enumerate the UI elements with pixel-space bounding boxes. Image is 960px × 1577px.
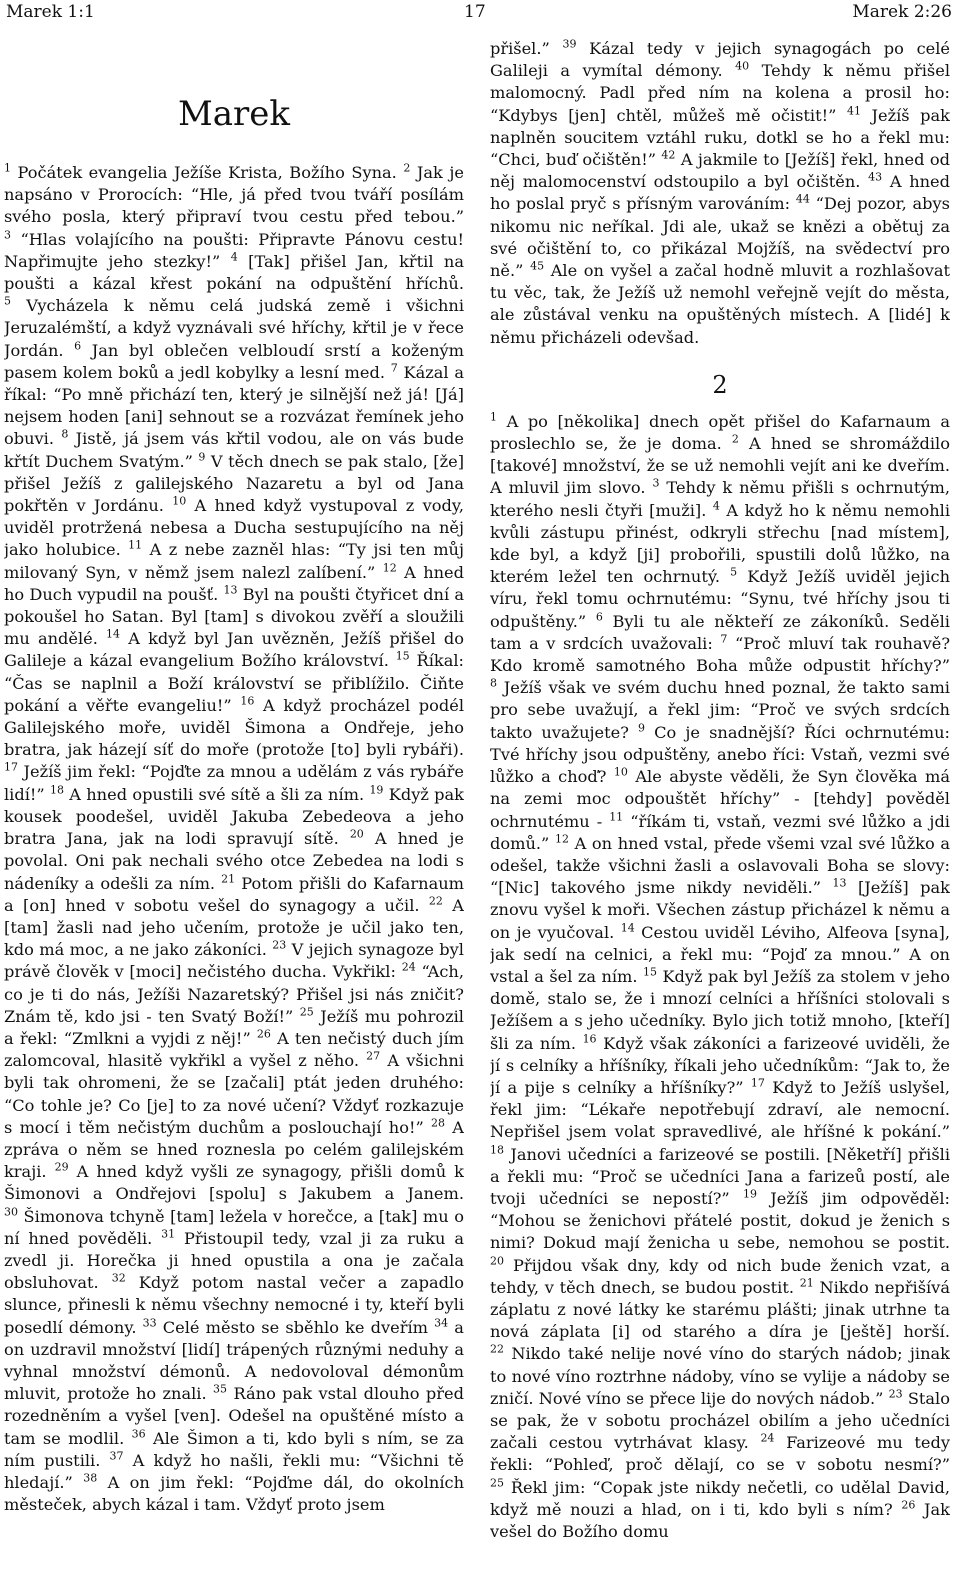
verse-number: 18: [49, 783, 64, 797]
verse-text: Ráno pak vstal dlouho před rozedněním a vyšel [ven]. Odešel na opuštěné místo a tam se modlil.: [4, 1384, 464, 1448]
verse-number: 6: [595, 610, 603, 624]
verse-text: Ježíš jim odpověděl: “Mohou se ženichovi přátelé postit, dokud je ženich s nimi? Dokud mají ženicha u sebe, nemohou se postit.: [490, 1188, 950, 1253]
verse-text: Cestou uviděl Léviho, Alfeova [syna], jak sedí na celnici, a řekl mu: “Pojď za mnou.” A on vstal a šel za ním.: [490, 922, 950, 986]
verse-text: Byl na poušti čtyřicet dní a pokoušel ho Satan. Byl [tam] s divokou zvěří a sloužili mu andělé.: [4, 584, 464, 649]
verse-text: Nikdo také nelije nové víno do starých nádob; jinak to nové víno roztrhne nádoby, víno se vylije a nádoby se zničí. Nové víno se přece lije do nových nádob.”: [490, 1344, 950, 1408]
right-column: [490, 38, 950, 1573]
verse-text: Když pak byl Ježíš za stolem v jeho domě, stalo se, že i mnozí celníci a hříšníci stolovali s Ježíšem a s jeho učedníky. Bylo jich totiž mnoho, [kteří] šli za ním.: [490, 966, 950, 1053]
verse-text: Nikdo nepřišívá záplatu z nové látky ke starému plášti; jinak utrhne ta nová záplata [i] od starého a díra je [ještě] horší.: [490, 1277, 950, 1342]
chapter-2-text: [490, 411, 950, 1543]
verse-text: “říkám ti, vstaň, vezmi své lůžko a jdi domů.”: [490, 811, 950, 853]
verse-number: 19: [369, 783, 384, 797]
verse-number: 40: [735, 59, 750, 73]
verse-number: 25: [299, 1005, 314, 1019]
verse-number: 24: [760, 1431, 775, 1445]
verse-text: A jakmile to [Ježíš] řekl, hned od něj malomocenství odstoupilo a byl očištěn.: [490, 150, 950, 192]
verse-number: 17: [4, 761, 18, 775]
verse-text: Když však zákoníci a farizeové uviděli, že jí s celníky a hříšníky, říkali jeho učedníkům: “Jak to, že jí a pije s celníky a hříšníky?”: [490, 1033, 950, 1097]
header-first-reference: Marek 1:1: [6, 2, 95, 22]
verse-text: A hned je povolal. Oni pak nechali svého otce Zebedea na lodi s nádeníky a odešli za ním.: [4, 829, 464, 893]
verse-number: 6: [74, 339, 82, 353]
verse-text: Říkal: “Čas se naplnil a Boží království se přiblížilo. Čiňte pokání a věřte evangeliu!”: [4, 651, 464, 715]
verse-text: a on uzdravil množství [lidí] trápených různými neduhy a vyhnal množství démonů. A nedovoloval démonům mluvit, protože ho znali.: [4, 1317, 464, 1404]
verse-number: 10: [172, 494, 187, 508]
verse-number: 15: [395, 650, 410, 664]
verse-number: 36: [131, 1427, 146, 1441]
verse-text: A [tam] žasli nad jeho učením, protože je učil jako ten, kdo má moc, a ne jako zákoníci.: [4, 895, 464, 960]
verse-text: Přistoupil tedy, vzal ji za ruku a zvedl ji. Horečka ji hned opustila a ona je začala obsluhovat.: [4, 1228, 464, 1293]
verse-text: [Ježíš] pak znovu vyšel k moři. Všechen zástup přicházel k němu a on je vyučoval.: [490, 878, 950, 942]
verse-number: 27: [366, 1049, 381, 1063]
book-title: Marek: [177, 94, 291, 134]
verse-number: 35: [213, 1382, 228, 1396]
verse-text: “Dej pozor, abys nikomu nic neříkal. Jdi ale, ukaž se knězi a obětuj za své očištění to, co přikázal Mojžíš, na svědectví pro ně.”: [490, 194, 950, 281]
verse-number: 20: [349, 827, 364, 841]
verse-text: Ale abyste věděli, že Syn člověka má na zemi moc odpouštět hříchy” - [tehdy] pověděl ochrnutému -: [490, 767, 950, 831]
verse-text: A z nebe zazněl hlas: “Ty jsi ten můj milovaný Syn, v němž jsem nalezl zalíbení.”: [4, 540, 464, 582]
verse-number: 3: [4, 228, 11, 242]
verse-text: A hned se shromáždilo [takové] množství, že se už nemohli vejít ani ke dveřím. A mluvil jim slovo.: [490, 434, 950, 498]
verse-text: “Proč mluví tak rouhavě? Kdo kromě samotného Boha může odpustit hříchy?”: [490, 633, 950, 676]
verse-number: 15: [643, 965, 657, 979]
verse-number: 14: [620, 921, 635, 935]
verse-number: 19: [742, 1187, 757, 1201]
verse-text: A všichni byli tak ohromeni, že se [začali] ptát jeden druhého: “Co tohle je? Co [je] to za nové učení? Vždyť rozkazuje s mocí i těm nečistým duchům a poslouchají ho!”: [4, 1051, 464, 1137]
verse-number: 11: [609, 810, 624, 824]
verse-text: A když procházel podél Galilejského moře, uviděl Šimona a Ondřeje, jeho bratra, jak házejí síť do moře (protože [to] byli rybáři).: [4, 695, 464, 760]
verse-text: Janovi učedníci a farizeové se postili. [Něketří] přišli a řekli mu: “Proč se učedníci Jana a farizeů postí, ale tvoji učedníci se nepostí?”: [490, 1144, 950, 1208]
verse-number: 16: [582, 1032, 597, 1046]
verse-text: “Ach, co je ti do nás, Ježíši Nazaretský? Přišel jsi nás zničit? Znám tě, kdo jsi - ten Svatý Boží!”: [4, 962, 464, 1026]
verse-text: “Hlas volajícího na poušti: Připravte Pánovu cestu! Napřimujte jeho stezky!”: [4, 229, 464, 271]
verse-number: 7: [390, 361, 398, 375]
verse-text: Co je snadnější? Říci ochrnutému: Tvé hříchy jsou odpuštěny, anebo říci: Vstaň, vezmi své lůžko a choď?: [490, 722, 950, 787]
verse-text: Kázal tedy v jejich synagogách po celé Galileji a vymítal démony.: [490, 39, 950, 81]
running-header: [0, 0, 960, 26]
verse-number: 26: [901, 1498, 916, 1512]
verse-text: Vycházela k němu celá judská země i všichni Jeruzalémští, a když vyznávali své hříchy, křtil je v řece Jordán.: [4, 296, 464, 360]
verse-text: Jak je napsáno v Prorocích: “Hle, já před tvou tváří posílám svého posla, který připraví tvou cestu před tebou.”: [4, 163, 464, 227]
verse-text: Ježíš však ve svém duchu hned poznal, že takto sami pro sebe uvažují, a řekl jim: “Proč ve svých srdcích takto uvažujete?: [490, 678, 950, 742]
verse-text: A on hned vstal, přede všemi vzal své lůžko a odešel, takže všichni žasli a oslavovali Boha se slovy: “[Nic] takového jsme nikdy neviděli.”: [490, 833, 950, 898]
verse-number: 9: [198, 450, 206, 464]
verse-number: 20: [490, 1254, 504, 1268]
verse-text: A hned ho Duch vypudil na poušť.: [4, 562, 464, 604]
verse-text: Potom přišli do Kafarnaum a [on] hned v sobotu vešel do synagogy a učil.: [4, 873, 464, 915]
verse-text: Řekl jim: “Copak jste nikdy nečetli, co udělal David, když mě nouzi a hlad, on i ti, kdo byli s ním?: [490, 1477, 950, 1519]
verse-number: 32: [111, 1271, 126, 1285]
verse-text: A hned opustili své sítě a šli za ním.: [69, 784, 365, 804]
verse-text: Tehdy k němu přišel malomocný. Padl před ním na kolena a prosil ho: “Kdybys [jen] chtěl, můžeš mě očistit!”: [490, 61, 950, 125]
verse-number: 17: [750, 1076, 765, 1090]
verse-text: A když ho k němu nemohli kvůli zástupu přinést, odkryli střechu [nad místem], kde byl, a když [ji] probořili, spustili dolů lůžko, na kterém ležel ten ochrnutý.: [490, 500, 950, 587]
header-last-reference: Marek 2:26: [852, 2, 952, 22]
verse-text: přišel.”: [490, 39, 550, 58]
verse-number: 23: [272, 938, 287, 952]
verse-text: A když byl Jan uvězněn, Ježíš přišel do Galileje a kázal evangelium Božího království.: [4, 629, 464, 671]
verse-number: 38: [83, 1471, 98, 1485]
verse-text: A po [několika] dnech opět přišel do Kafarnaum a proslechlo se, že je doma.: [490, 411, 950, 454]
verse-number: 22: [490, 1342, 504, 1356]
verse-text: Ježíš jim řekl: “Pojďte za mnou a udělám z vás rybáře lidí!”: [4, 762, 464, 804]
verse-number: 10: [613, 765, 628, 779]
verse-text: Šimonova tchyně [tam] ležela v horečce, a [tak] mu o ní hned pověděli.: [4, 1206, 464, 1248]
verse-text: Kázal a říkal: “Po mně přichází ten, který je silnější než já! [Já] nejsem hoden [ani] sehnout se a rozvázat řemínek jeho obuvi.: [4, 362, 464, 449]
verse-text: Jistě, já jsem vás křtil vodou, ale on vás bude křtít Duchem Svatým.”: [4, 429, 464, 471]
verse-number: 34: [434, 1316, 449, 1330]
verse-text: Ale Šimon a ti, kdo byli s ním, se za ním pustili.: [4, 1428, 464, 1470]
verse-text: Ale on vyšel a začal hodně mluvit a rozhlašovat tu věc, tak, že Ježíš už nemohl veřejně vejít do města, ale zůstával venku na opuštěných místech. A [lidé] k němu přicházeli odevšad.: [490, 261, 950, 347]
verse-text: A hned ho poslal pryč s přísným varováním:: [490, 172, 950, 214]
verse-number: 44: [795, 193, 810, 207]
verse-number: 1: [490, 410, 497, 424]
verse-number: 4: [230, 250, 238, 264]
verse-number: 31: [161, 1227, 176, 1241]
verse-number: 33: [142, 1316, 157, 1330]
verse-text: A ten nečistý duch jím zalomcoval, hlasitě vykřikl a vyšel z něho.: [4, 1028, 464, 1071]
chapter-2-heading: 2: [712, 370, 728, 399]
verse-text: Když potom nastal večer a zapadlo slunce, přinesli k němu všechny nemocné i ty, kteří byli posedlí démony.: [4, 1273, 464, 1337]
verse-text: Ježíš pak naplněn soucitem vztáhl ruku, dotkl se ho a řekl mu: “Chci, buď očištěn!”: [490, 105, 950, 170]
verse-text: V těch dnech se pak stalo, [že] přišel Ježíš z galilejského Nazaretu a byl od Jana pokřtěn v Jordánu.: [4, 451, 464, 516]
verse-number: 23: [888, 1387, 903, 1401]
left-column: [4, 38, 464, 1573]
verse-number: 9: [638, 721, 645, 735]
verse-number: 28: [431, 1116, 446, 1130]
verse-number: 24: [401, 960, 416, 974]
verse-number: 21: [221, 872, 236, 886]
verse-text: Tehdy k němu přišli s ochrnutým, kterého nesli čtyři [muži].: [490, 478, 950, 520]
verse-text: Když pak kousek poodešel, uviděl Jakuba Zebedeova a jeho bratra Jana, jak na lodi spravují sítě.: [4, 784, 464, 849]
verse-text: [Tak] přišel Jan, křtil na poušti a kázal křest pokání na odpuštění hříchů.: [4, 251, 464, 294]
verse-number: 43: [868, 170, 883, 184]
verse-number: 26: [256, 1027, 271, 1041]
verse-number: 22: [428, 894, 443, 908]
verse-text: A on jim řekl: “Pojďme dál, do okolních městeček, abych kázal i tam. Vždyť proto jsem: [4, 1472, 464, 1515]
verse-number: 13: [223, 583, 238, 597]
verse-text: Ježíš mu pohrozil a řekl: “Zmlkni a vyjdi z něj!”: [4, 1006, 464, 1048]
verse-text: Když Ježíš uviděl jejich víru, řekl tomu ochrnutému: “Synu, tvé hříchy jsou ti odpuštěny.”: [490, 567, 950, 631]
verse-text: Farizeové mu tedy řekli: “Pohleď, proč dělají, co se v sobotu nesmí?”: [490, 1433, 950, 1475]
verse-text: Jan byl oblečen velbloudí srstí a koženým pasem kolem boků a jedl kobylky a lesní med.: [4, 340, 464, 382]
verse-number: 45: [530, 259, 545, 273]
verse-number: 12: [382, 561, 397, 575]
verse-text: A hned když vystupoval z vody, uviděl protržená nebesa a Ducha sestupujícího na něj jako holubice.: [4, 496, 464, 560]
verse-number: 16: [240, 694, 255, 708]
verse-text: Celé město se sběhlo ke dveřím: [162, 1317, 428, 1337]
verse-text: Přijdou však dny, kdy od nich bude ženich vzat, a tehdy, v těch dnech, se budou postit.: [490, 1255, 950, 1297]
verse-text: V jejich synagoze byl právě člověk v [moci] nečistého ducha. Vykřikl:: [4, 940, 464, 982]
verse-number: 11: [128, 539, 143, 553]
chapter-1-text: [4, 162, 464, 1516]
verse-number: 29: [54, 1160, 69, 1174]
verse-text: A když ho našli, řekli mu: “Všichni tě hledají.”: [4, 1450, 464, 1492]
verse-number: 7: [720, 632, 728, 646]
verse-number: 4: [712, 499, 720, 513]
verse-number: 37: [109, 1449, 124, 1463]
verse-number: 5: [4, 294, 11, 308]
verse-number: 30: [4, 1205, 18, 1219]
page-number: 17: [464, 2, 486, 22]
verse-number: 25: [490, 1476, 504, 1490]
verse-number: 2: [403, 161, 411, 175]
verse-number: 3: [652, 477, 660, 491]
verse-number: 8: [61, 428, 69, 442]
verse-number: 5: [730, 565, 738, 579]
verse-number: 1: [4, 161, 11, 175]
verse-text: Počátek evangelia Ježíše Krista, Božího Syna.: [17, 163, 397, 182]
verse-number: 21: [799, 1276, 814, 1290]
verse-text: A hned když vyšli ze synagogy, přišli domů k Šimonovi a Ondřejovi [spolu] s Jakubem a Janem.: [4, 1162, 464, 1204]
verse-number: 39: [562, 38, 577, 51]
verse-number: 13: [832, 876, 847, 890]
verse-number: 12: [554, 832, 569, 846]
verse-number: 8: [490, 676, 497, 690]
chapter-1-continuation: [490, 38, 950, 349]
verse-number: 2: [731, 432, 739, 446]
verse-text: Jak vešel do Božího domu: [490, 1499, 950, 1541]
verse-number: 14: [106, 627, 121, 641]
verse-text: Stalo se pak, že v sobotu procházel obilím a jeho učedníci začali cestou vytrhávat klasy.: [490, 1388, 950, 1453]
verse-text: Když to Ježíš uslyšel, řekl jim: “Lékaře nepotřebují zdraví, ale nemocní. Nepřišel jsem volat spravedlivé, ale hříšné k pokání.”: [490, 1077, 950, 1142]
verse-number: 42: [661, 148, 676, 162]
verse-text: A zpráva o něm se hned roznesla po celém galilejském kraji.: [4, 1117, 464, 1182]
verse-text: Byli tu ale někteří ze zákoníků. Seděli tam a v srdcích uvažovali:: [490, 611, 950, 653]
verse-number: 41: [846, 104, 861, 118]
verse-number: 18: [490, 1143, 504, 1157]
